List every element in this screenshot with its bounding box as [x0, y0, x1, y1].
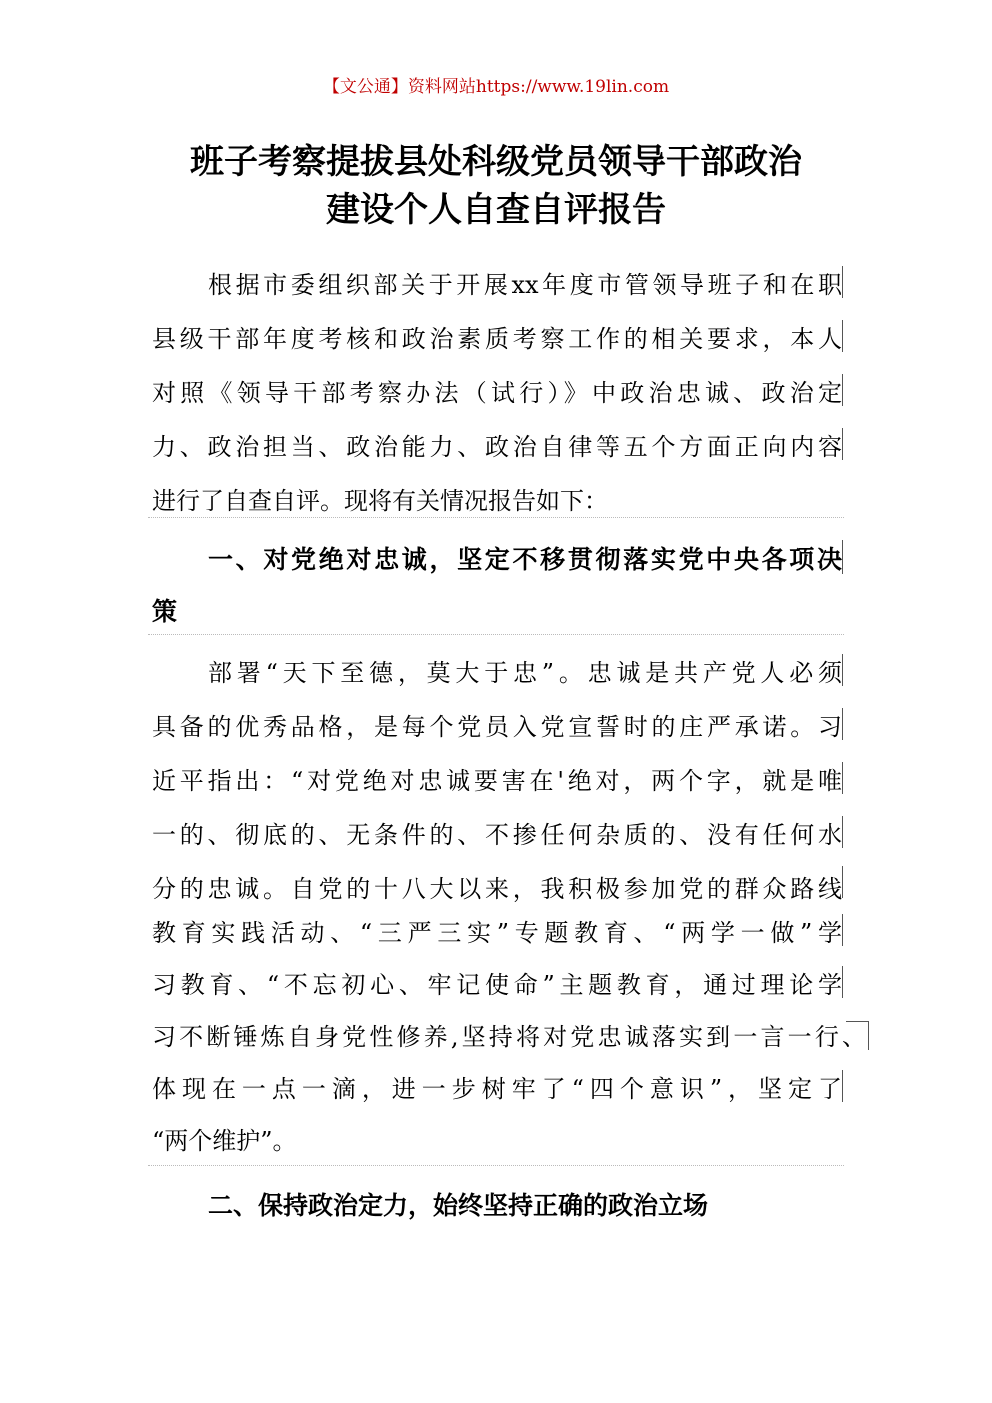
section-1-body-line: 习教育、“不忘初心、牢记使命”主题教育，通过理论学: [152, 971, 842, 999]
section-2-heading: 二、保持政治定力，始终坚持正确的政治立场: [208, 1191, 709, 1220]
section-1-heading-line: 一、对党绝对忠诚，坚定不移贯彻落实党中央各项决: [208, 545, 842, 574]
paragraph-divider: [148, 1165, 844, 1166]
margin-mark: [842, 1070, 843, 1102]
margin-mark: [842, 708, 843, 740]
margin-mark: [842, 816, 843, 848]
section-1-body-line: 分的忠诚。自党的十八大以来，我积极参加党的群众路线: [152, 875, 842, 903]
margin-mark: [842, 540, 843, 574]
document-title-line-1: 班子考察提拔县处科级党员领导干部政治: [190, 142, 802, 182]
margin-mark: [842, 266, 843, 298]
document-title-line-2: 建设个人自查自评报告: [326, 190, 666, 230]
paragraph-divider: [148, 634, 844, 635]
intro-line: 进行了自查自评。现将有关情况报告如下：: [152, 487, 608, 515]
margin-mark: [842, 966, 843, 998]
section-1-body-line: 具备的优秀品格，是每个党员入党宣誓时的庄严承诺。习: [152, 713, 842, 741]
margin-mark: [842, 866, 843, 898]
section-1-body-line: 体现在一点一滴，进一步树牢了“四个意识”，坚定了: [152, 1075, 842, 1103]
margin-bracket: [846, 1021, 869, 1050]
intro-line: 根据市委组织部关于开展xx年度市管领导班子和在职: [208, 271, 842, 299]
intro-line: 县级干部年度考核和政治素质考察工作的相关要求，本人: [152, 325, 842, 353]
section-1-body-line: 部署“天下至德，莫大于忠”。忠诚是共产党人必须: [208, 659, 842, 687]
margin-mark: [842, 428, 843, 460]
intro-line: 对照《领导干部考察办法（试行）》中政治忠诚、政治定: [152, 379, 842, 407]
section-1-body-line: 近平指出：“对党绝对忠诚要害在'绝对，两个字，就是唯: [152, 767, 842, 795]
margin-mark: [842, 320, 843, 352]
margin-mark: [842, 374, 843, 406]
site-header-link[interactable]: 【文公通】资料网站https://www.19lin.com: [322, 77, 670, 97]
margin-mark: [842, 654, 843, 686]
section-1-heading-line: 策: [152, 597, 178, 626]
section-1-body-line: “两个维护”。: [152, 1127, 297, 1155]
paragraph-divider: [148, 517, 844, 518]
intro-line: 力、政治担当、政治能力、政治自律等五个方面正向内容: [152, 433, 842, 461]
margin-mark: [842, 914, 843, 946]
section-1-body-line: 习不断锤炼自身党性修养,坚持将对党忠诚落实到一言一行、: [152, 1023, 866, 1051]
section-1-body-line: 教育实践活动、“三严三实”专题教育、“两学一做”学: [152, 919, 842, 947]
margin-mark: [842, 762, 843, 794]
section-1-body-line: 一的、彻底的、无条件的、不掺任何杂质的、没有任何水: [152, 821, 842, 849]
